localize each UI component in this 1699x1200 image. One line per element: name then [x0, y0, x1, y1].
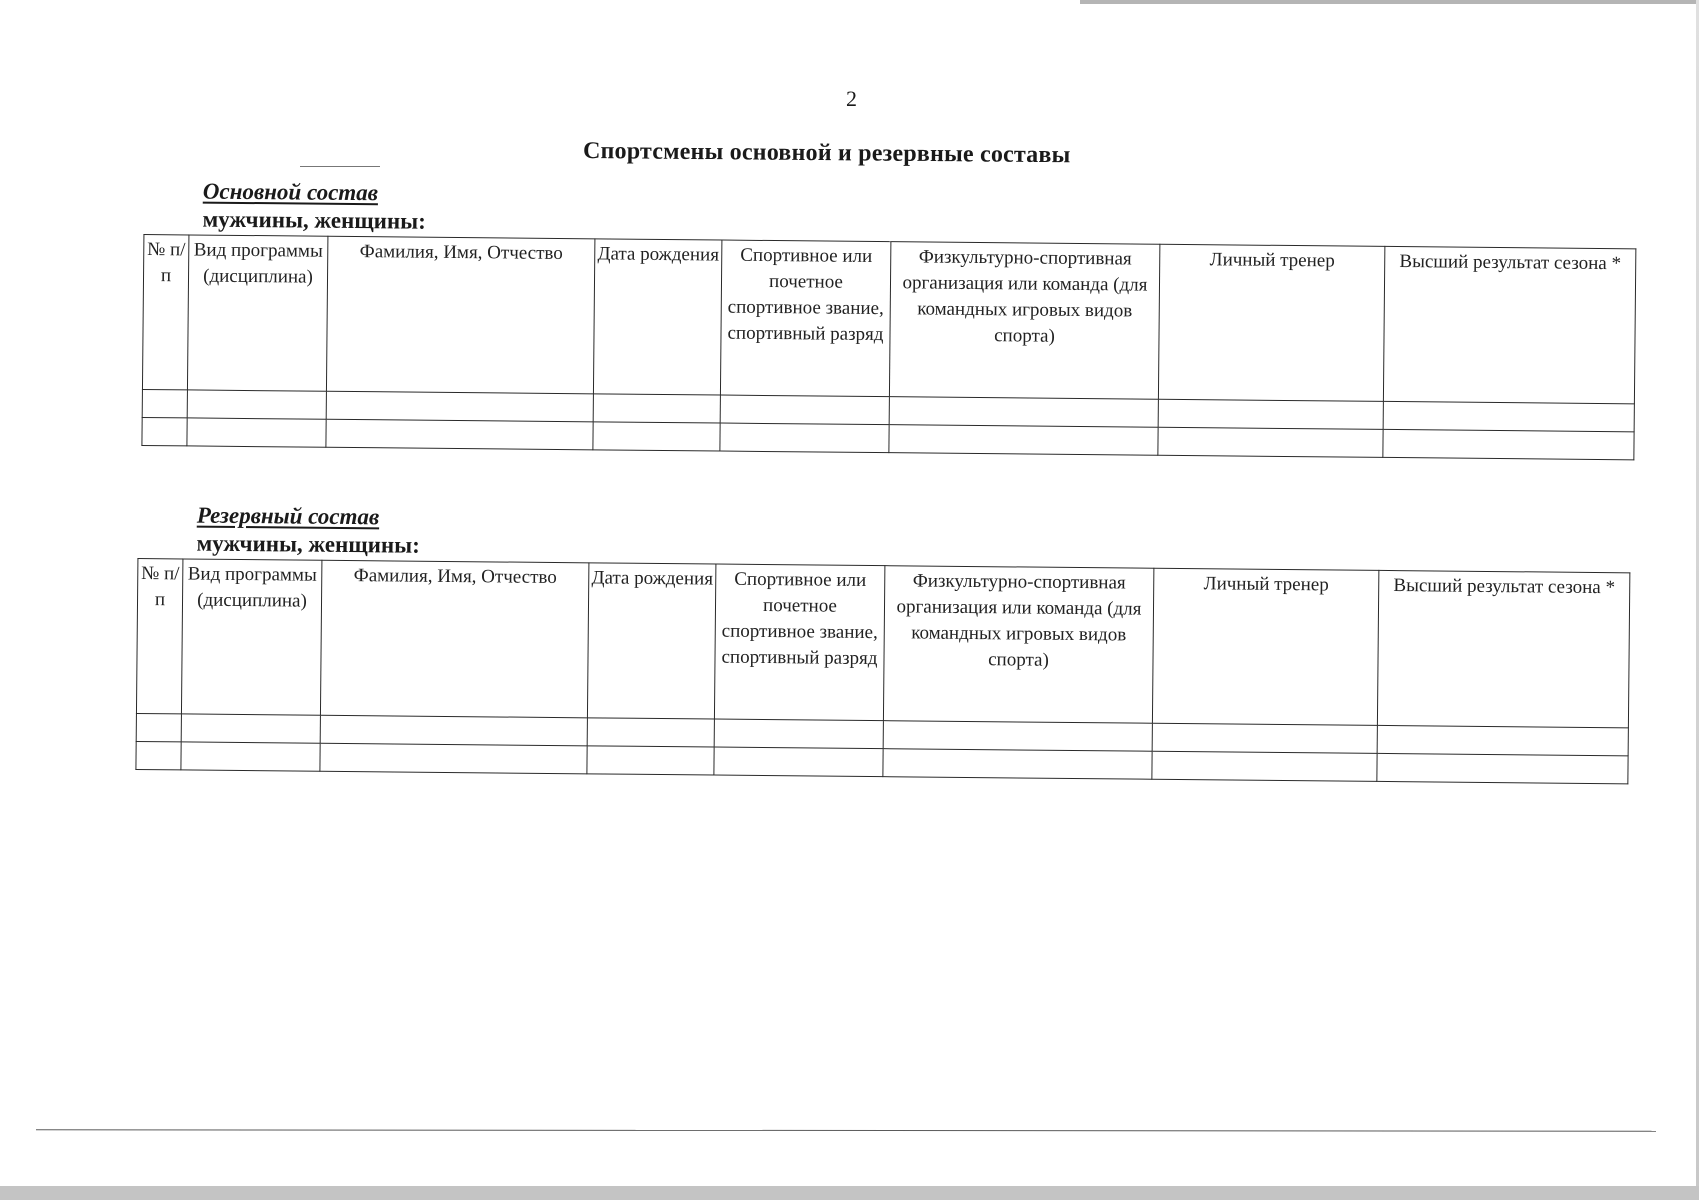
table-cell: [889, 425, 1158, 456]
main-roster-section: [141, 176, 1637, 460]
header-cell-coach: Личный тренер: [1158, 244, 1384, 401]
header-cell-birth-date: Дата рождения: [593, 239, 721, 395]
table-cell: [1377, 725, 1628, 755]
table-cell: [320, 715, 587, 746]
table-cell: [720, 423, 889, 453]
table-cell: [136, 713, 181, 741]
scan-artifact-bottom-band: [0, 1186, 1699, 1200]
table-cell: [326, 391, 593, 422]
header-cell-full-name: Фамилия, Имя, Отчество: [320, 560, 588, 718]
header-cell-number: № п/п: [142, 235, 188, 390]
table-cell: [187, 418, 326, 447]
scan-artifact-top: [1080, 0, 1699, 4]
header-cell-best-result: Высший результат сезона *: [1383, 246, 1635, 403]
table-header-row: [142, 235, 1635, 404]
table-cell: [883, 721, 1152, 752]
table-cell: [320, 743, 587, 774]
table-cell: [1152, 723, 1377, 753]
section-heading: Резервный состав: [196, 502, 380, 530]
table-cell: [593, 394, 720, 423]
header-cell-organization: Физкультурно-спортивная организация или команда (для командных игровых видов спорта): [889, 242, 1159, 400]
header-cell-sport-rank: Спортивное или почетное спортивное звание, спортивный разряд: [720, 240, 890, 397]
page-number: 2: [846, 86, 857, 111]
table-cell: [142, 389, 187, 417]
table-cell: [187, 390, 326, 419]
reserve-roster-section: [135, 500, 1631, 784]
table-cell: [1158, 427, 1383, 457]
table-cell: [1377, 753, 1628, 783]
table-header-row: [136, 559, 1629, 728]
section-subheading: мужчины, женщины:: [196, 530, 420, 558]
header-cell-discipline: Вид программы (дисциплина): [187, 235, 327, 391]
header-cell-coach: Личный тренер: [1152, 568, 1378, 725]
header-cell-discipline: Вид программы (дисциплина): [181, 559, 321, 715]
table-cell: [714, 719, 883, 749]
table-cell: [889, 397, 1158, 428]
table-cell: [593, 422, 720, 451]
table-cell: [136, 741, 181, 769]
table-cell: [1383, 401, 1634, 431]
header-cell-best-result: Высший результат сезона *: [1377, 570, 1629, 727]
header-cell-number: № п/п: [136, 559, 182, 714]
main-roster-table: [141, 234, 1636, 460]
section-subheading: мужчины, женщины:: [202, 206, 426, 234]
table-cell: [181, 742, 320, 771]
reserve-roster-table: [135, 558, 1630, 784]
header-cell-birth-date: Дата рождения: [587, 563, 715, 719]
table-cell: [587, 718, 714, 747]
header-cell-sport-rank: Спортивное или почетное спортивное звание, спортивный разряд: [714, 564, 884, 721]
table-cell: [587, 746, 714, 775]
document-title: Спортсмены основной и резервные составы: [582, 138, 1071, 169]
table-cell: [883, 749, 1152, 780]
scan-artifact-bottom-line: [36, 1129, 1656, 1131]
table-cell: [1152, 751, 1377, 781]
table-cell: [181, 714, 320, 743]
scan-artifact-dash: [300, 166, 380, 167]
table-cell: [1158, 399, 1383, 429]
header-cell-organization: Физкультурно-спортивная организация или команда (для командных игровых видов спорта): [883, 566, 1153, 724]
header-cell-full-name: Фамилия, Имя, Отчество: [326, 236, 594, 394]
table-cell: [720, 395, 889, 425]
table-cell: [326, 419, 593, 450]
table-cell: [1383, 429, 1634, 459]
table-cell: [714, 747, 883, 777]
table-cell: [142, 417, 187, 445]
section-heading: Основной состав: [202, 178, 379, 206]
